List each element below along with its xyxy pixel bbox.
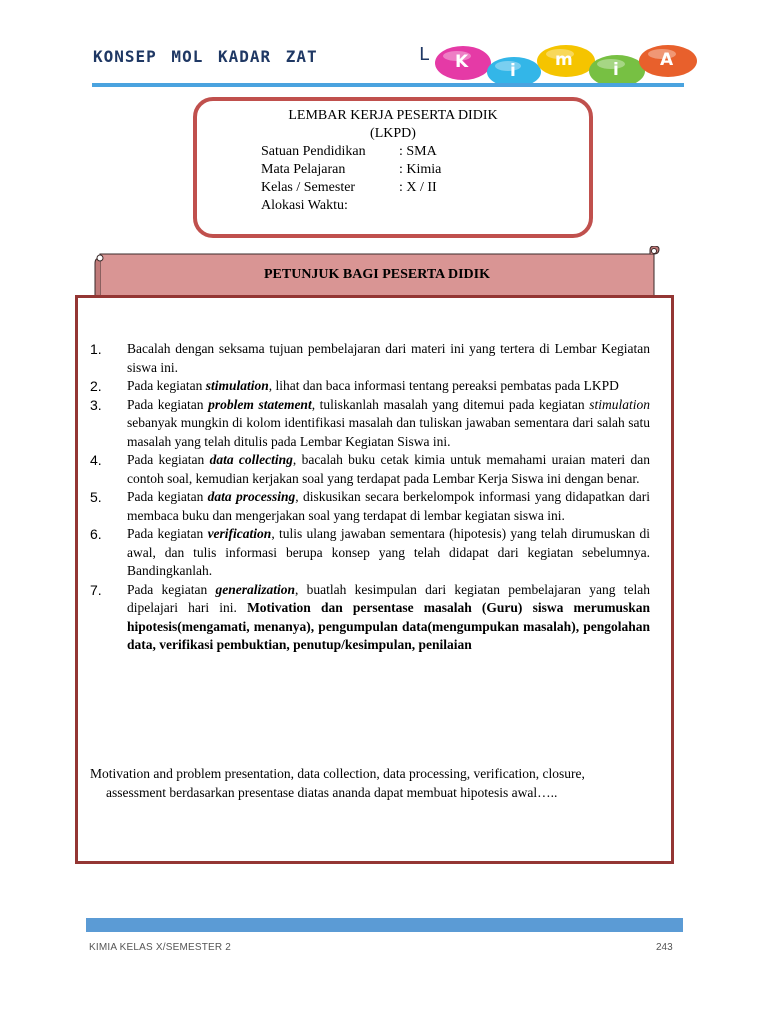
list-item xyxy=(78,377,663,396)
step-text: , diskusikan secara berkelompok informasi yang didapatkan dari membaca buku dan mengerjakan soal yang terdapat di lembar kegiatan siswa ini. xyxy=(127,489,650,523)
footer-bar xyxy=(86,918,683,932)
step-text: , bacalah buku cetak kimia untuk memahami uraian materi dan contoh soal, kemudian kerjakan soal yang terdapat pada Lembar Kerja Siswa ini dengan benar. xyxy=(127,452,650,486)
logo-letter-k: K xyxy=(455,52,469,72)
lkpd-title: LEMBAR KERJA PESERTA DIDIK xyxy=(288,108,498,123)
list-item xyxy=(78,488,663,525)
info-label: Kelas / Semester xyxy=(261,180,356,195)
instruction-box xyxy=(75,295,674,864)
step-text: , tuliskanlah masalah yang ditemui pada kegiatan xyxy=(311,396,590,412)
info-value: : Kimia xyxy=(399,162,442,177)
footer-course-label: KIMIA KELAS X/SEMESTER 2 xyxy=(89,942,232,953)
info-row-alokasi xyxy=(261,198,399,214)
step-text: Bacalah dengan seksama tujuan pembelajaran dari materi ini yang tertera di Lembar Kegiatan siswa ini. xyxy=(127,341,650,375)
step-text: Pada kegiatan xyxy=(127,489,208,504)
step-text: sebanyak mungkin di kolom identifikasi masalah dan tuliskan jawaban sementara dari salah satu masalah yang telah ditulis pada Lembar Kegiatan Siswa ini. xyxy=(127,415,650,449)
info-label: Mata Pelajaran xyxy=(261,162,346,177)
list-item xyxy=(78,525,663,581)
list-number: 2. xyxy=(90,378,102,394)
logo-prefix-letter: L xyxy=(419,44,430,65)
step-term: data processing xyxy=(207,489,296,504)
instruction-heading: PETUNJUK BAGI PESERTA DIDIK xyxy=(263,267,490,282)
closing-line-1: Motivation and problem presentation, data collection, data processing, verification, closure, xyxy=(90,766,585,781)
info-value: : SMA xyxy=(399,144,437,159)
step-bold-text: Motivation dan persentase masalah (Guru) siswa merumuskan hipotesis(mengamati, menanya), pengumpulan data(mengumpukan masalah), pengolahan data, verifikasi pembuktian, penutup/kesimpulan, penilaian xyxy=(127,600,651,652)
step-text: Pada kegiatan xyxy=(127,581,216,597)
page-header-title: KONSEP MOL KADAR ZAT xyxy=(93,47,318,66)
lkpd-subtitle: (LKPD) xyxy=(370,126,416,141)
logo-letter-m: m xyxy=(555,50,573,70)
list-item xyxy=(78,451,663,488)
list-number: 5. xyxy=(90,489,102,505)
logo-letter-i: i xyxy=(510,61,516,81)
list-item xyxy=(78,340,663,377)
step-text: , tulis ulang jawaban sementara (hipotesis) yang telah dirumuskan di awal, dan tulis informasi berupa konsep yang telah didapat dari kegiatan sebelumnya. Bandingkanlah. xyxy=(127,526,650,578)
list-number: 4. xyxy=(90,452,102,468)
list-number: 1. xyxy=(90,341,102,357)
logo-letter-i-2: i xyxy=(613,60,619,80)
list-number: 3. xyxy=(90,396,102,413)
step-term: stimulation xyxy=(205,378,269,393)
header-divider xyxy=(92,83,684,87)
info-value: : X / II xyxy=(399,180,437,195)
page-number: 243 xyxy=(656,942,673,953)
step-text: Pada kegiatan xyxy=(127,452,210,467)
list-item xyxy=(78,396,663,452)
step-text: , lihat dan baca informasi tentang pereaksi pembatas pada LKPD xyxy=(268,378,619,393)
info-label: Alokasi Waktu: xyxy=(261,198,348,213)
lkpd-info-box xyxy=(193,97,593,238)
step-term: data collecting xyxy=(209,452,293,467)
info-row-kelas xyxy=(261,180,437,196)
closing-line-2: assessment berdasarkan presentase diatas ananda dapat membuat hipotesis awal….. xyxy=(106,785,558,800)
info-row-mapel xyxy=(261,162,441,178)
step-term: verification xyxy=(207,526,272,541)
step-term: stimulation xyxy=(589,396,651,412)
list-number: 7. xyxy=(90,581,102,598)
info-row-satuan xyxy=(261,144,437,160)
step-text: Pada kegiatan xyxy=(127,396,209,412)
step-text: Pada kegiatan xyxy=(127,526,208,541)
list-item xyxy=(78,581,663,655)
step-term: generalization xyxy=(215,581,295,597)
step-term: problem statement xyxy=(208,396,312,412)
logo-letter-a: A xyxy=(660,50,674,70)
step-text: , buatlah kesimpulan dari kegiatan pembelajaran yang telah dipelajari hari ini. xyxy=(127,581,650,615)
instruction-list xyxy=(78,340,663,655)
list-number: 6. xyxy=(90,526,102,542)
step-text: Pada kegiatan xyxy=(127,378,206,393)
info-label: Satuan Pendidikan xyxy=(261,144,366,159)
